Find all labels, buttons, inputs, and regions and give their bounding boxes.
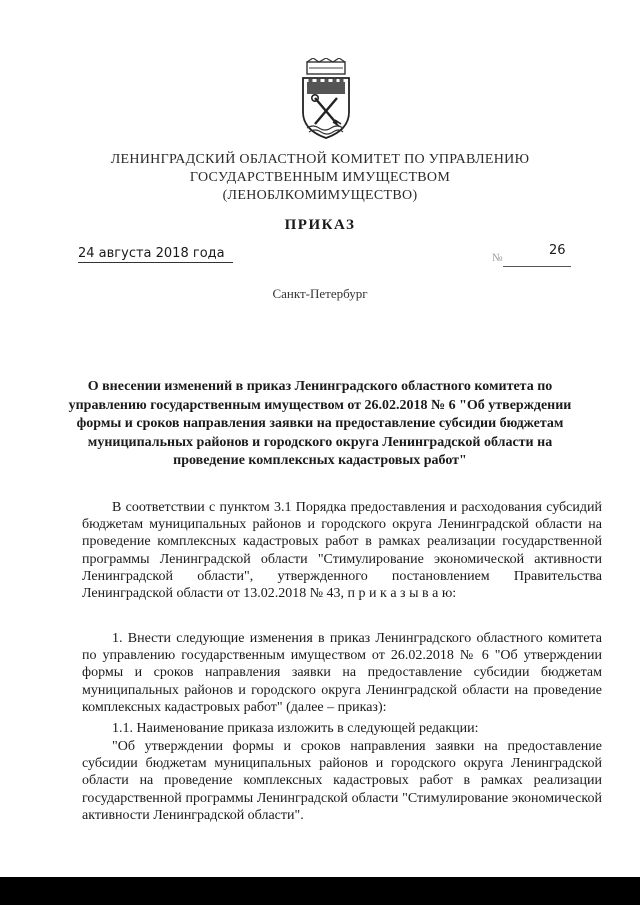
number-sign: № bbox=[492, 252, 503, 264]
city: Санкт-Петербург bbox=[272, 286, 368, 301]
scan-edge bbox=[0, 877, 640, 905]
org-name-line1: ЛЕНИНГРАДСКИЙ ОБЛАСТНОЙ КОМИТЕТ ПО УПРАВЛЕНИЮ bbox=[110, 152, 530, 167]
order-date: 24 августа 2018 года bbox=[78, 246, 233, 263]
clause-1-1-paragraph: 1.1. Наименование приказа изложить в следующей редакции: bbox=[112, 721, 479, 736]
preamble-paragraph: В соответствии с пунктом 3.1 Порядка предоставления и расходования субсидий бюджетам муниципальных районов и городского округа Ленинградской области на проведение комплексных кадастровых работ в рамках реализации государственной программы Ленинградской области "Стимулирование экономической активности Ленинградской области", утвержденного постановлением Правительства Ленинградской области от 13.02.2018 № 43, п р и к а з ы в а ю: bbox=[82, 500, 602, 602]
order-number: 26 bbox=[549, 243, 566, 258]
coat-of-arms-icon bbox=[299, 58, 353, 140]
clause-1-paragraph: 1. Внести следующие изменения в приказ Ленинградского областного комитета по управлению государственным имуществом от 26.02.2018 № 6 "Об утверждении формы и сроков направления заявки на предоставление субсидии бюджетам муниципальных районов и городского округа Ленинградской области на проведение комплексных кадастровых работ" (далее – приказ): bbox=[82, 631, 602, 715]
document-type: ПРИКАЗ bbox=[284, 217, 356, 233]
order-title: О внесении изменений в приказ Ленинградского областного комитета по управлению государственным имуществом от 26.02.2018 № 6 "Об утверждении формы и сроков направления заявки на предоставление субсидии бюджетам муниципальных районов и городского округа Ленинградской области на проведение комплексных кадастровых работ" bbox=[68, 379, 572, 468]
org-name-line2: ГОСУДАРСТВЕННЫМ ИМУЩЕСТВОМ bbox=[189, 170, 451, 185]
number-underline bbox=[503, 266, 571, 267]
org-name-line3: (ЛЕНОБЛКОМИМУЩЕСТВО) bbox=[222, 188, 418, 203]
new-title-paragraph: "Об утверждении формы и сроков направления заявки на предоставление субсидии бюджетам муниципальных районов и городского округа Ленинградской области на проведение комплексных кадастровых работ в рамках реализации государственной программы Ленинградской области "Стимулирование экономической активности Ленинградской области". bbox=[82, 739, 602, 823]
